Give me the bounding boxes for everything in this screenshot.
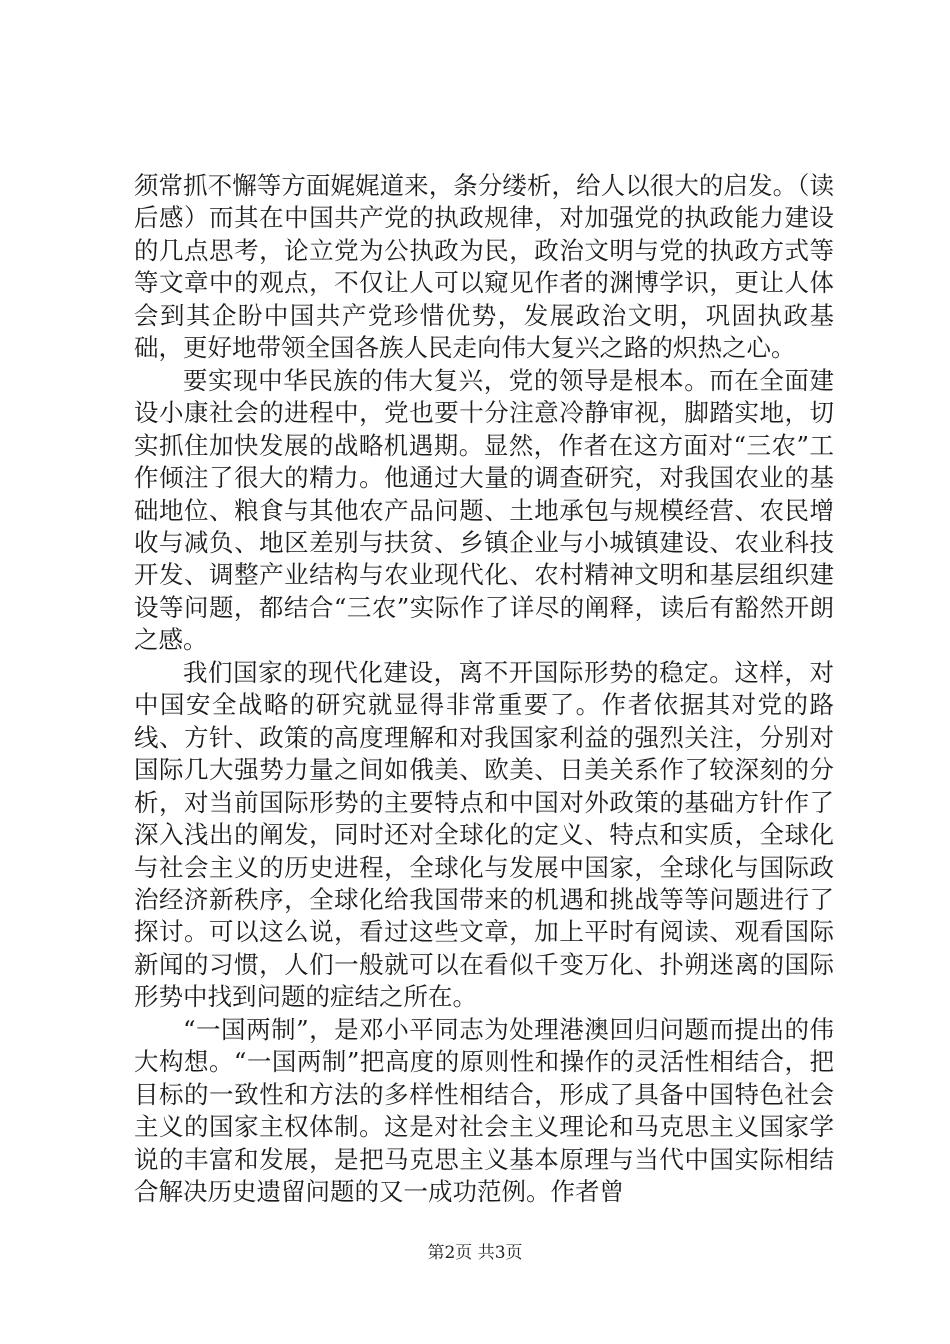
paragraph: “一国两制”，是邓小平同志为处理港澳回归问题而提出的伟大构想。“一国两制”把高度的原则性和操作的灵活性相结合，把目标的一致性和方法的多样性相结合，形成了具备中国特色社会主义的国家主权体制。这是对社会主义理论和马克思主义国家学说的丰富和发展，是把马克思主义基本原理与当代中国实际相结合解决历史遗留问题的又一成功范例。作者曾: [134, 1014, 834, 1207]
paragraph: 要实现中华民族的伟大复兴，党的领导是根本。而在全面建设小康社会的进程中，党也要十分注意冷静审视，脚踏实地，切实抓住加快发展的战略机遇期。显然，作者在这方面对“三农”工作倾注了很大的精力。他通过大量的调查研究，对我国农业的基础地位、粮食与其他农产品问题、土地承包与规模经营、农民增收与减负、地区差别与扶贫、乡镇企业与小城镇建设、农业科技开发、调整产业结构与农业现代化、农村精神文明和基层组织建设等问题，都结合“三农”实际作了详尽的阐释，读后有豁然开朗之感。: [134, 365, 834, 655]
paragraph: 我们国家的现代化建设，离不开国际形势的稳定。这样，对中国安全战略的研究就显得非常重要了。作者依据其对党的路线、方针、政策的高度理解和对我国家利益的强烈关注，分别对国际几大强势力量之间如俄美、欧美、日美关系作了较深刻的分析，对当前国际形势的主要特点和中国对外政策的基础方针作了深入浅出的阐发，同时还对全球化的定义、特点和实质，全球化与社会主义的历史进程，全球化与发展中国家，全球化与国际政治经济新秩序，全球化给我国带来的机遇和挑战等等问题进行了探讨。可以这么说，看过这些文章，加上平时有阅读、观看国际新闻的习惯，人们一般就可以在看似千变万化、扑朔迷离的国际形势中找到问题的症结之所在。: [134, 657, 834, 1012]
paragraph: 须常抓不懈等方面娓娓道来，条分缕析，给人以很大的启发。（读后感）而其在中国共产党的执政规律，对加强党的执政能力建设的几点思考，论立党为公执政为民，政治文明与党的执政方式等等文章中的观点，不仅让人可以窥见作者的渊博学识，更让人体会到其企盼中国共产党珍惜优势，发展政治文明，巩固执政基础，更好地带领全国各族人民走向伟大复兴之路的炽热之心。: [134, 171, 834, 363]
body-text: [134, 170, 834, 1209]
page-footer: 第2页 共3页: [427, 1243, 523, 1263]
